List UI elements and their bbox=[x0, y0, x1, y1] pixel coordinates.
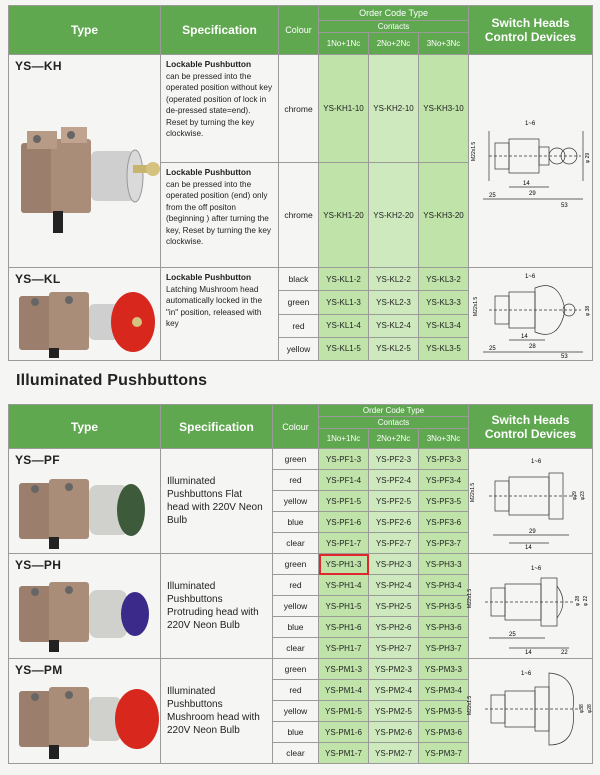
type-kh bbox=[9, 55, 161, 268]
ph-dim-c: φ 28 bbox=[575, 595, 582, 606]
type-kl bbox=[9, 268, 161, 361]
pm-row3-colour: yellow bbox=[273, 701, 319, 722]
ph-dim-f: 14 bbox=[525, 650, 532, 656]
ph-row5-code2[interactable]: YS-PH2-7 bbox=[369, 638, 419, 659]
type-pf bbox=[9, 449, 161, 554]
pm-row5-colour: clear bbox=[273, 743, 319, 764]
ph-row3-code2[interactable]: YS-PH2-5 bbox=[369, 596, 419, 617]
pm-row4-code3[interactable]: YS-PM3-6 bbox=[419, 722, 469, 743]
kl-row2-colour: green bbox=[279, 291, 319, 314]
kh-dim-b: M22x1.5 bbox=[471, 141, 478, 161]
type-ph-label: YS—PH bbox=[15, 558, 62, 572]
kl-dimension-drawing bbox=[469, 268, 593, 361]
kl-dim-b: M22x1.5 bbox=[473, 296, 480, 316]
pm-row5-code1[interactable]: YS-PM1-7 bbox=[319, 743, 369, 764]
kh-row1-code1[interactable]: YS-KH1-10 bbox=[319, 55, 369, 163]
ph-dim-e: 25 bbox=[509, 632, 516, 638]
kl-spec bbox=[161, 268, 279, 361]
kh-dim-e: 29 bbox=[529, 191, 536, 197]
header-order-code-type: Order Code Type bbox=[319, 6, 469, 21]
kh-spec-1 bbox=[161, 55, 279, 163]
kl-row4-colour: yellow bbox=[279, 337, 319, 360]
pf-row2-code1[interactable]: YS-PF1-4 bbox=[319, 470, 369, 491]
ph-dim-a: 1~6 bbox=[531, 566, 542, 572]
pf-row5-code1[interactable]: YS-PF1-7 bbox=[319, 533, 369, 554]
kl-row4-code1[interactable]: YS-KL1-5 bbox=[319, 337, 369, 360]
header2-contacts-2: 2No+2Nc bbox=[369, 429, 419, 449]
illuminated-pushbuttons-table bbox=[8, 404, 593, 764]
kh-dim-f: 25 bbox=[489, 193, 496, 199]
pf-row2-code3[interactable]: YS-PF3-4 bbox=[419, 470, 469, 491]
pm-dim-d: φ28 bbox=[587, 704, 594, 713]
header-contacts-3: 3No+3Nc bbox=[419, 33, 469, 55]
pm-row2-code2[interactable]: YS-PM2-4 bbox=[369, 680, 419, 701]
pf-row1-colour: green bbox=[273, 449, 319, 470]
ph-row3-code3[interactable]: YS-PH3-5 bbox=[419, 596, 469, 617]
pm-row1-code2[interactable]: YS-PM2-3 bbox=[369, 659, 419, 680]
ph-dim-g: 22 bbox=[561, 650, 568, 656]
header-colour: Colour bbox=[279, 6, 319, 55]
kl-row3-code1[interactable]: YS-KL1-4 bbox=[319, 314, 369, 337]
ph-row5-code3[interactable]: YS-PH3-7 bbox=[419, 638, 469, 659]
pf-dimension-drawing bbox=[469, 449, 593, 554]
pf-row1-code2[interactable]: YS-PF2-3 bbox=[369, 449, 419, 470]
pf-product-photo bbox=[13, 475, 161, 551]
type-kl-label: YS—KL bbox=[15, 272, 61, 286]
kh-spec-2-text: can be pressed into the operated position (end) only from the off positon (beginning ) after turning the key, Reset by turning the key clockwise. bbox=[166, 179, 271, 246]
kh-dim-g: 53 bbox=[561, 203, 568, 209]
ph-row1-code1-selected[interactable]: YS-PH1-3 bbox=[319, 554, 369, 575]
kl-spec-title: Lockable Pushbutton bbox=[166, 272, 252, 282]
pm-dim-c: φ38 bbox=[579, 704, 586, 713]
pm-row3-code2[interactable]: YS-PM2-5 bbox=[369, 701, 419, 722]
pm-row2-code3[interactable]: YS-PM3-4 bbox=[419, 680, 469, 701]
kl-dim-e: 28 bbox=[529, 344, 536, 350]
pm-row2-code1[interactable]: YS-PM1-4 bbox=[319, 680, 369, 701]
header-switch-heads: Switch Heads Control Devices bbox=[469, 6, 593, 55]
kh-dim-c: φ 29 bbox=[585, 152, 592, 163]
ph-dimension-drawing bbox=[469, 554, 593, 659]
pm-row5-code2[interactable]: YS-PM2-7 bbox=[369, 743, 419, 764]
header2-contacts-3: 3No+3Nc bbox=[419, 429, 469, 449]
pm-spec: Illuminated Pushbuttons Mushroom head with 220V Neon Bulb bbox=[161, 659, 273, 764]
pm-row1-code3[interactable]: YS-PM3-3 bbox=[419, 659, 469, 680]
pf-row3-code1[interactable]: YS-PF1-5 bbox=[319, 491, 369, 512]
ph-row2-code1[interactable]: YS-PH1-4 bbox=[319, 575, 369, 596]
kh-row1-colour: chrome bbox=[279, 55, 319, 163]
ph-row1-colour: green bbox=[273, 554, 319, 575]
header-contacts-2: 2No+2Nc bbox=[369, 33, 419, 55]
kh-dim-a: 1~6 bbox=[525, 121, 536, 127]
kl-row2-code2[interactable]: YS-KL2-3 bbox=[369, 291, 419, 314]
ph-row4-code3[interactable]: YS-PH3-6 bbox=[419, 617, 469, 638]
header2-specification: Specification bbox=[161, 405, 273, 449]
ph-row4-code1[interactable]: YS-PH1-6 bbox=[319, 617, 369, 638]
ph-row4-code2[interactable]: YS-PH2-6 bbox=[369, 617, 419, 638]
kl-row3-code3[interactable]: YS-KL3-4 bbox=[419, 314, 469, 337]
ph-row2-code3[interactable]: YS-PH3-4 bbox=[419, 575, 469, 596]
ph-row3-colour: yellow bbox=[273, 596, 319, 617]
section-title-illuminated: Illuminated Pushbuttons bbox=[16, 372, 208, 389]
pf-row2-colour: red bbox=[273, 470, 319, 491]
ph-row5-colour: clear bbox=[273, 638, 319, 659]
pf-row1-code3[interactable]: YS-PF3-3 bbox=[419, 449, 469, 470]
pm-row3-code1[interactable]: YS-PM1-5 bbox=[319, 701, 369, 722]
kh-row2-code2[interactable]: YS-KH2-20 bbox=[369, 163, 419, 268]
type-pm bbox=[9, 659, 161, 764]
type-pf-label: YS—PF bbox=[15, 453, 60, 467]
kl-product-photo bbox=[13, 288, 161, 360]
ph-row3-code1[interactable]: YS-PH1-5 bbox=[319, 596, 369, 617]
kl-row4-code2[interactable]: YS-KL2-5 bbox=[369, 337, 419, 360]
kl-dim-a: 1~6 bbox=[525, 274, 536, 280]
pm-row3-code3[interactable]: YS-PM3-5 bbox=[419, 701, 469, 722]
kh-dim-d: 14 bbox=[523, 181, 530, 187]
header2-contacts: Contacts bbox=[319, 417, 469, 429]
kh-spec-2 bbox=[161, 163, 279, 268]
kh-row1-code2[interactable]: YS-KH2-10 bbox=[369, 55, 419, 163]
pf-row3-colour: yellow bbox=[273, 491, 319, 512]
kl-dim-g: 53 bbox=[561, 354, 568, 360]
header-type: Type bbox=[9, 6, 161, 55]
type-kh-label: YS—KH bbox=[15, 59, 62, 73]
pf-spec: Illuminated Pushbuttons Flat head with 220V Neon Bulb bbox=[161, 449, 273, 554]
kl-row2-code3[interactable]: YS-KL3-3 bbox=[419, 291, 469, 314]
pf-row5-code3[interactable]: YS-PF3-7 bbox=[419, 533, 469, 554]
pf-row4-code1[interactable]: YS-PF1-6 bbox=[319, 512, 369, 533]
pm-row5-code3[interactable]: YS-PM3-7 bbox=[419, 743, 469, 764]
pf-row5-colour: clear bbox=[273, 533, 319, 554]
kh-spec-1-text: can be pressed into the operated position without key (operated position of lock in de-pressed state=end). Reset by turning the key clockwise. bbox=[166, 71, 273, 138]
type-pm-label: YS—PM bbox=[15, 663, 63, 677]
pm-row2-colour: red bbox=[273, 680, 319, 701]
pm-row4-code1[interactable]: YS-PM1-6 bbox=[319, 722, 369, 743]
header-contacts: Contacts bbox=[319, 21, 469, 33]
pm-dim-a: 1~6 bbox=[521, 671, 532, 677]
kl-row2-code1[interactable]: YS-KL1-3 bbox=[319, 291, 369, 314]
type-ph bbox=[9, 554, 161, 659]
kh-dimension-drawing bbox=[469, 55, 593, 268]
kh-product-photo bbox=[13, 115, 161, 245]
ph-row1-code3[interactable]: YS-PH3-3 bbox=[419, 554, 469, 575]
pm-dimension-drawing bbox=[469, 659, 593, 764]
kl-row4-code3[interactable]: YS-KL3-5 bbox=[419, 337, 469, 360]
header2-type: Type bbox=[9, 405, 161, 449]
pf-row4-colour: blue bbox=[273, 512, 319, 533]
pf-row2-code2[interactable]: YS-PF2-4 bbox=[369, 470, 419, 491]
pf-dim-a: 1~6 bbox=[531, 459, 542, 465]
ph-row1-code2[interactable]: YS-PH2-3 bbox=[369, 554, 419, 575]
pm-row1-code1[interactable]: YS-PM1-3 bbox=[319, 659, 369, 680]
lockable-pushbuttons-table bbox=[8, 5, 593, 361]
kl-row1-code3[interactable]: YS-KL3-2 bbox=[419, 268, 469, 291]
kh-spec-2-title: Lockable Pushbutton bbox=[166, 167, 252, 177]
ph-dim-b: M22x1.5 bbox=[467, 588, 474, 608]
header2-order-code-type: Order Code Type bbox=[319, 405, 469, 417]
ph-dim-d: φ 22 bbox=[583, 595, 590, 606]
pm-row1-colour: green bbox=[273, 659, 319, 680]
pf-row1-code1[interactable]: YS-PF1-3 bbox=[319, 449, 369, 470]
header-contacts-1: 1No+1Nc bbox=[319, 33, 369, 55]
pf-dim-e: 29 bbox=[529, 529, 536, 535]
kl-row3-colour: red bbox=[279, 314, 319, 337]
kl-row1-code1[interactable]: YS-KL1-2 bbox=[319, 268, 369, 291]
kh-row2-code3[interactable]: YS-KH3-20 bbox=[419, 163, 469, 268]
kl-dim-c: φ 38 bbox=[585, 305, 592, 316]
pf-dim-d: φ23 bbox=[580, 491, 587, 500]
header2-contacts-1: 1No+1Nc bbox=[319, 429, 369, 449]
pf-dim-b: M22x1.5 bbox=[470, 482, 477, 502]
ph-row2-code2[interactable]: YS-PH2-4 bbox=[369, 575, 419, 596]
pf-row5-code2[interactable]: YS-PF2-7 bbox=[369, 533, 419, 554]
kl-spec-text: Latching Mushroom head automatically locked in the "in" position, released with key bbox=[166, 284, 263, 328]
kl-row1-colour: black bbox=[279, 268, 319, 291]
kl-row1-code2[interactable]: YS-KL2-2 bbox=[369, 268, 419, 291]
ph-row4-colour: blue bbox=[273, 617, 319, 638]
pf-row3-code3[interactable]: YS-PF3-5 bbox=[419, 491, 469, 512]
ph-row2-colour: red bbox=[273, 575, 319, 596]
pm-product-photo bbox=[13, 683, 161, 763]
header-specification: Specification bbox=[161, 6, 279, 55]
pf-dim-f: 14 bbox=[525, 545, 532, 551]
ph-product-photo bbox=[13, 578, 161, 656]
kh-row2-code1[interactable]: YS-KH1-20 bbox=[319, 163, 369, 268]
pf-row4-code3[interactable]: YS-PF3-6 bbox=[419, 512, 469, 533]
kh-row2-colour: chrome bbox=[279, 163, 319, 268]
kh-spec-1-title: Lockable Pushbutton bbox=[166, 59, 252, 69]
header2-colour: Colour bbox=[273, 405, 319, 449]
kl-dim-f: 25 bbox=[489, 346, 496, 352]
kh-row1-code3[interactable]: YS-KH3-10 bbox=[419, 55, 469, 163]
pf-dim-c: φ29 bbox=[572, 491, 579, 500]
pm-row4-code2[interactable]: YS-PM2-6 bbox=[369, 722, 419, 743]
kl-dim-d: 14 bbox=[521, 334, 528, 340]
header2-switch-heads: Switch Heads Control Devices bbox=[469, 405, 593, 449]
pf-row3-code2[interactable]: YS-PF2-5 bbox=[369, 491, 419, 512]
kl-row3-code2[interactable]: YS-KL2-4 bbox=[369, 314, 419, 337]
pf-row4-code2[interactable]: YS-PF2-6 bbox=[369, 512, 419, 533]
ph-spec: Illuminated Pushbuttons Protruding head with 220V Neon Bulb bbox=[161, 554, 273, 659]
pm-row4-colour: blue bbox=[273, 722, 319, 743]
ph-row5-code1[interactable]: YS-PH1-7 bbox=[319, 638, 369, 659]
pm-dim-b: M22x1.5 bbox=[467, 695, 474, 715]
